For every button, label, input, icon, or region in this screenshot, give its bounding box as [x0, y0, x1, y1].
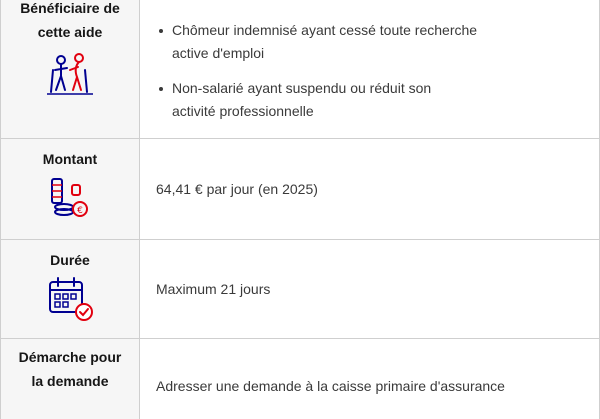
- row-duree: [0, 239, 600, 338]
- label-cell: [0, 339, 140, 419]
- row-demarche: [0, 338, 600, 419]
- label-cell: [0, 240, 140, 338]
- label-cell: [0, 139, 140, 239]
- row-label-duree: Durée: [50, 252, 90, 268]
- demarche-value: Adresser une demande à la caisse primaire d'assurance: [156, 378, 505, 394]
- row-beneficiaire: [0, 0, 600, 138]
- value-cell: [140, 339, 600, 419]
- beneficiary-list: [156, 0, 477, 123]
- coins-euro-icon: [46, 175, 94, 219]
- elderly-people-icon: [45, 50, 95, 100]
- value-cell: [140, 240, 600, 338]
- row-montant: [0, 138, 600, 239]
- row-label-beneficiaire: Bénéficiaire de cette aide: [20, 0, 120, 40]
- duree-value: Maximum 21 jours: [156, 281, 271, 297]
- montant-value: 64,41 € par jour (en 2025): [156, 181, 318, 197]
- label-cell: [0, 0, 140, 138]
- calendar-check-icon: [46, 276, 94, 322]
- svg-text:€: €: [77, 206, 83, 216]
- value-cell: [140, 0, 600, 138]
- value-cell: [140, 139, 600, 239]
- list-item: Non-salarié ayant suspendu ou réduit son activité professionnelle: [156, 77, 477, 123]
- list-item: Chômeur indemnisé ayant cessé toute recherche active d'emploi: [156, 19, 477, 65]
- row-label-demarche: Démarche pour la demande: [18, 349, 122, 389]
- row-label-montant: Montant: [42, 151, 98, 167]
